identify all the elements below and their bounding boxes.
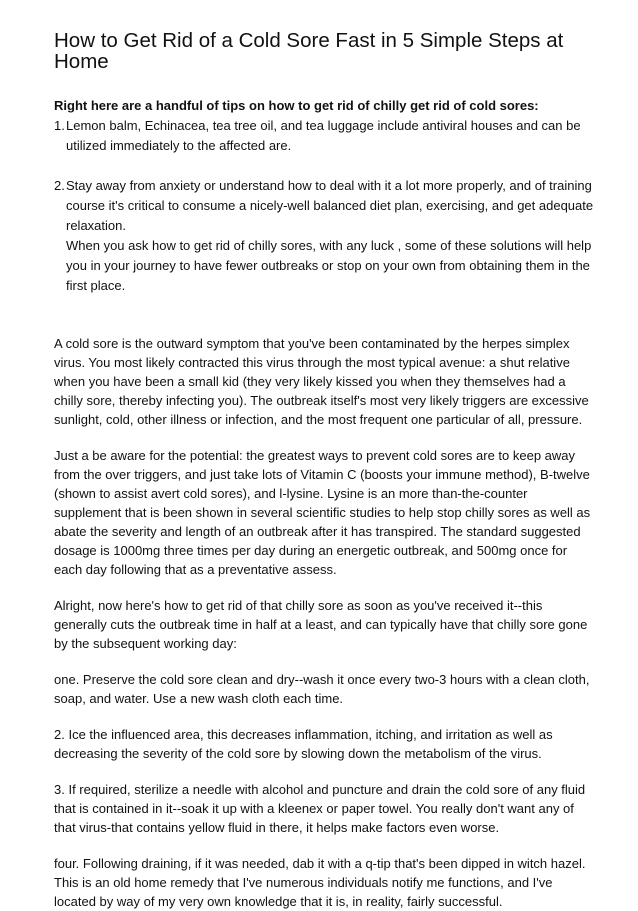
tip-number: 1.	[54, 118, 65, 133]
tips-list	[54, 116, 596, 296]
tip-item	[54, 176, 596, 296]
step-paragraph: four. Following draining, if it was needed, dab it with a q-tip that's been dipped in witch hazel. This is an old home remedy that I've numerous individuals notify me functions, and I've located by way of my very own knowledge that it is, in reality, fairly successful.	[54, 856, 586, 909]
tip-text: Lemon balm, Echinacea, tea tree oil, and tea luggage include antiviral houses and can be utilized immediately to the affected are.	[66, 118, 581, 153]
body-paragraph: A cold sore is the outward symptom that you've been contaminated by the herpes simplex virus. You most likely contracted this virus through the most typical avenue: a shut relative when you have been a small kid (they very likely kissed you when they themselves had a chilly sore, thereby infecting you). The outbreak itself's most very likely triggers are excessive sunlight, cold, other illness or infection, and the most frequent one particular of all, pressure.	[54, 336, 589, 427]
step-paragraph: one. Preserve the cold sore clean and dry--wash it once every two-3 hours with a clean cloth, soap, and water. Use a new wash cloth each time.	[54, 672, 590, 706]
body-paragraph: Just a be aware for the potential: the greatest ways to prevent cold sores are to keep away from the over triggers, and just take lots of Vitamin C (boosts your immune method), B-twelve (shown to assist avert cold sores), and l-lysine. Lysine is an more than-the-counter supplement that is been shown in several scientific studies to help stop chilly sores as well as abate the severity and length of an outbreak after it has transpired. The standard suggested dosage is 1000mg three times per day during an energetic outbreak, and 500mg once for each day following that as a preventative assess.	[54, 448, 591, 577]
document-page	[54, 30, 596, 911]
tip-item	[54, 116, 596, 156]
step-paragraph: 2. Ice the influenced area, this decreases inflammation, itching, and irritation as well as decreasing the severity of the cold sore by slowing down the metabolism of the virus.	[54, 727, 553, 761]
intro-heading: Right here are a handful of tips on how to get rid of chilly get rid of cold sores:	[54, 98, 539, 113]
tip-number: 2.	[54, 178, 65, 193]
body-paragraph: Alright, now here's how to get rid of that chilly sore as soon as you've received it--this generally cuts the outbreak time in half at a least, and can typically have that chilly sore gone by the subsequent working day:	[54, 598, 588, 651]
tip-continuation: When you ask how to get rid of chilly sores, with any luck , some of these solutions will help you in your journey to have fewer outbreaks or stop on your own from obtaining them in the first place.	[66, 238, 592, 293]
step-paragraph: 3. If required, sterilize a needle with alcohol and puncture and drain the cold sore of any fluid that is contained in it--soak it up with a kleenex or paper towel. You really don't want any of that virus-that contains yellow fluid in there, it helps make factors even worse.	[54, 782, 586, 835]
page-title: How to Get Rid of a Cold Sore Fast in 5 Simple Steps at Home	[54, 29, 564, 73]
tip-text: Stay away from anxiety or understand how to deal with it a lot more properly, and of training course it's critical to consume a nicely-well balanced diet plan, exercising, and get adequate relaxation.	[66, 178, 594, 233]
